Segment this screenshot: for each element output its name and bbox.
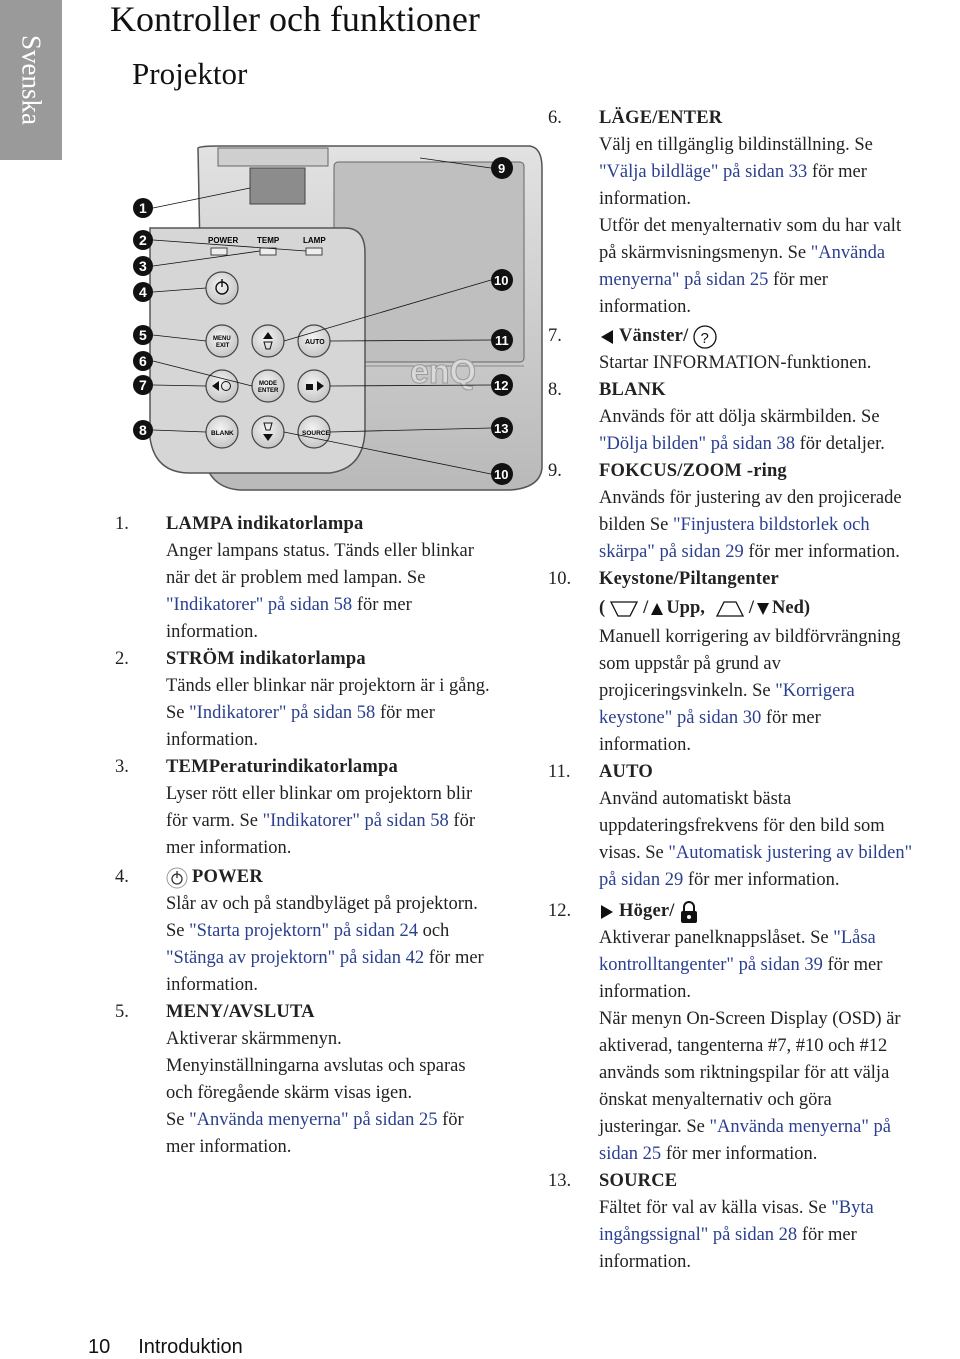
body-text: för mer information. [661, 1144, 818, 1164]
item-heading: SOURCE [599, 1171, 678, 1191]
item-lamp-indicator [115, 511, 545, 646]
body-text: för mer information. [683, 870, 840, 890]
body-line: information. [166, 622, 258, 642]
cross-reference-link[interactable]: "Dölja bilden" på sidan 38 [599, 434, 795, 454]
body-text: för detaljer. [794, 434, 885, 454]
item-heading: Höger/ [619, 901, 675, 921]
item-power [115, 864, 545, 999]
lamp-indicator-label: LAMP [303, 236, 326, 245]
item-number: 12. [548, 901, 572, 921]
source-label: SOURCE [302, 430, 330, 437]
body-line: information. [166, 975, 258, 995]
temp-indicator-label: TEMP [257, 236, 280, 245]
body-line: Välj en tillgänglig bildinställning. Se [599, 135, 873, 155]
callout-10-top: 10 [494, 273, 509, 288]
menu-label: MENU [213, 336, 231, 342]
cross-reference-link[interactable]: "Indikatorer" på sidan 58 [189, 703, 376, 723]
body-text: för mer information. [743, 542, 900, 562]
up-arrow-icon [650, 602, 664, 616]
cross-reference-link[interactable]: "Finjustera bildstorlek och [673, 515, 870, 535]
body-line: Anger lampans status. Tänds eller blinkar [166, 541, 474, 561]
item-temp-indicator [115, 754, 545, 862]
item-number: 2. [115, 649, 129, 669]
right-arrow-icon [599, 904, 615, 920]
cross-reference-link[interactable]: skärpa" på sidan 29 [599, 542, 744, 562]
brand-logo: enQ [410, 353, 477, 391]
callout-12: 12 [494, 378, 509, 393]
item-keystone-arrows: 10. Keystone/Piltangenter ( / Upp, / Ned) Manuell korrigering av bildförvrängning som uppstår på grund av projiceringsvinkeln. Se "Korrigera keystone" på sidan 30 för mer information. [548, 566, 960, 759]
right-lock-button[interactable] [298, 370, 330, 402]
body-line: när det är problem med lampan. Se [166, 568, 426, 588]
cross-reference-link[interactable]: "Använda [810, 243, 886, 263]
left-arrow-icon [599, 329, 615, 345]
body-text: för mer [822, 955, 883, 975]
body-line: och föregående skärm visas igen. [166, 1083, 413, 1103]
item-mode-enter [548, 105, 960, 321]
body-line: Använd automatiskt bästa [599, 789, 792, 809]
page-title: Kontroller och funktioner [110, 0, 480, 39]
item-heading: Keystone/Piltangenter [599, 569, 779, 589]
help-icon [692, 324, 718, 350]
body-line: information. [599, 735, 691, 755]
callout-4: 4 [139, 284, 147, 300]
keystone-down-icon [715, 600, 745, 618]
body-text: för mer [424, 948, 484, 968]
item-auto [548, 759, 960, 894]
body-line: uppdateringsfrekvens för den bild som [599, 816, 885, 836]
item-source [548, 1168, 960, 1276]
power-indicator-label: POWER [208, 236, 239, 245]
callout-11: 11 [495, 333, 509, 348]
body-text: för mer [352, 595, 412, 615]
lock-icon [679, 900, 699, 924]
callout-8: 8 [139, 422, 147, 438]
language-tab-label: Svenska [16, 35, 47, 125]
body-line: information. [599, 189, 691, 209]
body-line: Används för justering av den projicerade [599, 488, 902, 508]
item-right-lock [548, 898, 960, 1168]
body-text: Ned) [772, 598, 811, 618]
body-line: önskat menyalternativ och göra [599, 1090, 832, 1110]
body-line: information. [599, 1252, 691, 1272]
item-heading: FOKCUS/ZOOM -ring [599, 461, 787, 481]
section-subtitle: Projektor [132, 56, 248, 91]
body-line: används som riktningspilar för att välja [599, 1063, 890, 1083]
cross-reference-link[interactable]: på sidan 29 [599, 870, 684, 890]
cross-reference-link[interactable]: "Indikatorer" på sidan 58 [262, 811, 449, 831]
item-heading: MENY/AVSLUTA [166, 1002, 315, 1022]
body-text: Se [166, 703, 190, 723]
power-button[interactable] [206, 272, 238, 304]
body-text: Aktiverar panelknappslåset. Se [599, 928, 834, 948]
callout-5: 5 [139, 327, 147, 343]
body-text: för mer [768, 270, 828, 290]
item-heading: STRÖM indikatorlampa [166, 649, 366, 669]
body-line: Används för att dölja skärmbilden. Se [599, 407, 880, 427]
right-column [548, 105, 960, 1276]
cross-reference-link[interactable]: "Stänga av projektorn" på sidan 42 [166, 948, 425, 968]
item-heading: Vänster/ [619, 326, 689, 346]
body-line: Tänds eller blinkar när projektorn är i gång. [166, 676, 490, 696]
language-tab[interactable] [0, 0, 62, 160]
cross-reference-link[interactable]: sidan 25 [599, 1144, 662, 1164]
body-line: Slår av och på standbyläget på projektorn. [166, 894, 478, 914]
item-heading: LAMPA indikatorlampa [166, 514, 364, 534]
body-text: för mer [761, 708, 821, 728]
callout-6: 6 [139, 353, 147, 369]
item-number: 5. [115, 1002, 129, 1022]
item-blank [548, 377, 960, 458]
auto-label: AUTO [305, 339, 325, 346]
blank-label: BLANK [211, 430, 234, 437]
body-text: Fältet för val av källa visas. Se [599, 1198, 832, 1218]
body-text: och [417, 921, 450, 941]
body-text: för mer [375, 703, 435, 723]
footer-section: Introduktion [138, 1336, 243, 1358]
item-number: 13. [548, 1171, 572, 1191]
projector-control-panel-diagram [120, 128, 550, 508]
power-indicator-light [211, 248, 227, 255]
item-number: 9. [548, 461, 562, 481]
item-number: 7. [548, 326, 562, 346]
body-text: projiceringsvinkeln. Se [599, 681, 776, 701]
left-column [115, 511, 545, 1161]
cross-reference-link[interactable]: "Använda menyerna" på sidan 25 [189, 1110, 438, 1130]
body-line: information. [166, 730, 258, 750]
item-number: 1. [115, 514, 129, 534]
callout-2: 2 [139, 232, 147, 248]
item-heading: BLANK [599, 380, 666, 400]
down-keystone-button[interactable] [252, 416, 284, 448]
cross-reference-link[interactable]: kontrolltangenter" på sidan 39 [599, 955, 823, 975]
body-text: Upp, [666, 598, 705, 618]
item-heading: POWER [192, 867, 263, 887]
body-line: Aktiverar skärmmenyn. [166, 1029, 342, 1049]
cross-reference-link[interactable]: menyerna" på sidan 25 [599, 270, 769, 290]
keystone-up-icon [609, 600, 639, 618]
body-line: som uppstår på grund av [599, 654, 781, 674]
page-number: 10 [88, 1336, 111, 1358]
body-line: Startar INFORMATION-funktionen. [599, 353, 872, 373]
body-text: för varm. Se [166, 811, 263, 831]
body-line: Manuell korrigering av bildförvrängning [599, 627, 901, 647]
item-focus-zoom [548, 458, 960, 566]
cross-reference-link[interactable]: "Starta projektorn" på sidan 24 [189, 921, 418, 941]
item-menu-exit [115, 999, 545, 1161]
body-text: bilden Se [599, 515, 673, 535]
callout-7: 7 [139, 377, 147, 393]
item-number: 4. [115, 867, 129, 887]
body-text: justeringar. Se [599, 1117, 710, 1137]
callout-3: 3 [139, 258, 147, 274]
body-line: Menyinställningarna avslutas och sparas [166, 1056, 466, 1076]
body-text: för [448, 811, 475, 831]
exit-label: EXIT [216, 343, 230, 349]
cross-reference-link[interactable]: "Korrigera [775, 681, 855, 701]
up-keystone-button[interactable] [252, 325, 284, 357]
item-heading: LÄGE/ENTER [599, 108, 723, 128]
body-text: för mer [797, 1225, 857, 1245]
body-text: för [437, 1110, 464, 1130]
body-line: information. [599, 982, 691, 1002]
item-left-info [548, 323, 960, 377]
body-text: på skärmvisningsmenyn. Se [599, 243, 811, 263]
item-number: 11. [548, 762, 571, 782]
callout-9: 9 [498, 161, 506, 176]
item-heading: TEMPeraturindikatorlampa [166, 757, 398, 777]
power-icon [166, 867, 188, 889]
lock-icon [306, 384, 313, 390]
cross-reference-link[interactable]: "Indikatorer" på sidan 58 [166, 595, 353, 615]
cross-reference-link[interactable]: ingångssignal" på sidan 28 [599, 1225, 798, 1245]
body-text: visas. Se [599, 843, 669, 863]
cross-reference-link[interactable]: "Automatisk justering av bilden" [668, 843, 913, 863]
body-line: Utför det menyalternativ som du har valt [599, 216, 902, 236]
body-line: information. [599, 297, 691, 317]
callout-10-bottom: 10 [494, 467, 509, 482]
body-line: Lyser rött eller blinkar om projektorn blir [166, 784, 473, 804]
callout-13: 13 [494, 421, 509, 436]
svg-text:?: ? [700, 329, 710, 347]
cross-reference-link[interactable]: "Använda menyerna" på [709, 1117, 891, 1137]
down-arrow-icon [756, 602, 770, 616]
body-text: Se [166, 1110, 190, 1130]
body-line: mer information. [166, 838, 292, 858]
item-number: 3. [115, 757, 129, 777]
enter-label: ENTER [258, 388, 279, 394]
item-number: 10. [548, 569, 572, 589]
mode-label: MODE [259, 381, 277, 387]
item-number: 6. [548, 108, 562, 128]
body-line: aktiverad, tangenterna #7, #10 och #12 [599, 1036, 888, 1056]
cross-reference-link[interactable]: "Byta [831, 1198, 874, 1218]
lamp-indicator-light [306, 248, 322, 255]
cross-reference-link[interactable]: "Låsa [833, 928, 876, 948]
callout-1: 1 [139, 200, 147, 216]
body-text: Se [166, 921, 190, 941]
body-text: för mer [807, 162, 867, 182]
body-line: mer information. [166, 1137, 292, 1157]
item-number: 8. [548, 380, 562, 400]
body-text: ( [599, 598, 606, 618]
cross-reference-link[interactable]: keystone" på sidan 30 [599, 708, 762, 728]
item-heading: AUTO [599, 762, 653, 782]
cross-reference-link[interactable]: "Välja bildläge" på sidan 33 [599, 162, 808, 182]
body-line: När menyn On-Screen Display (OSD) är [599, 1009, 901, 1029]
item-power-indicator [115, 646, 545, 754]
